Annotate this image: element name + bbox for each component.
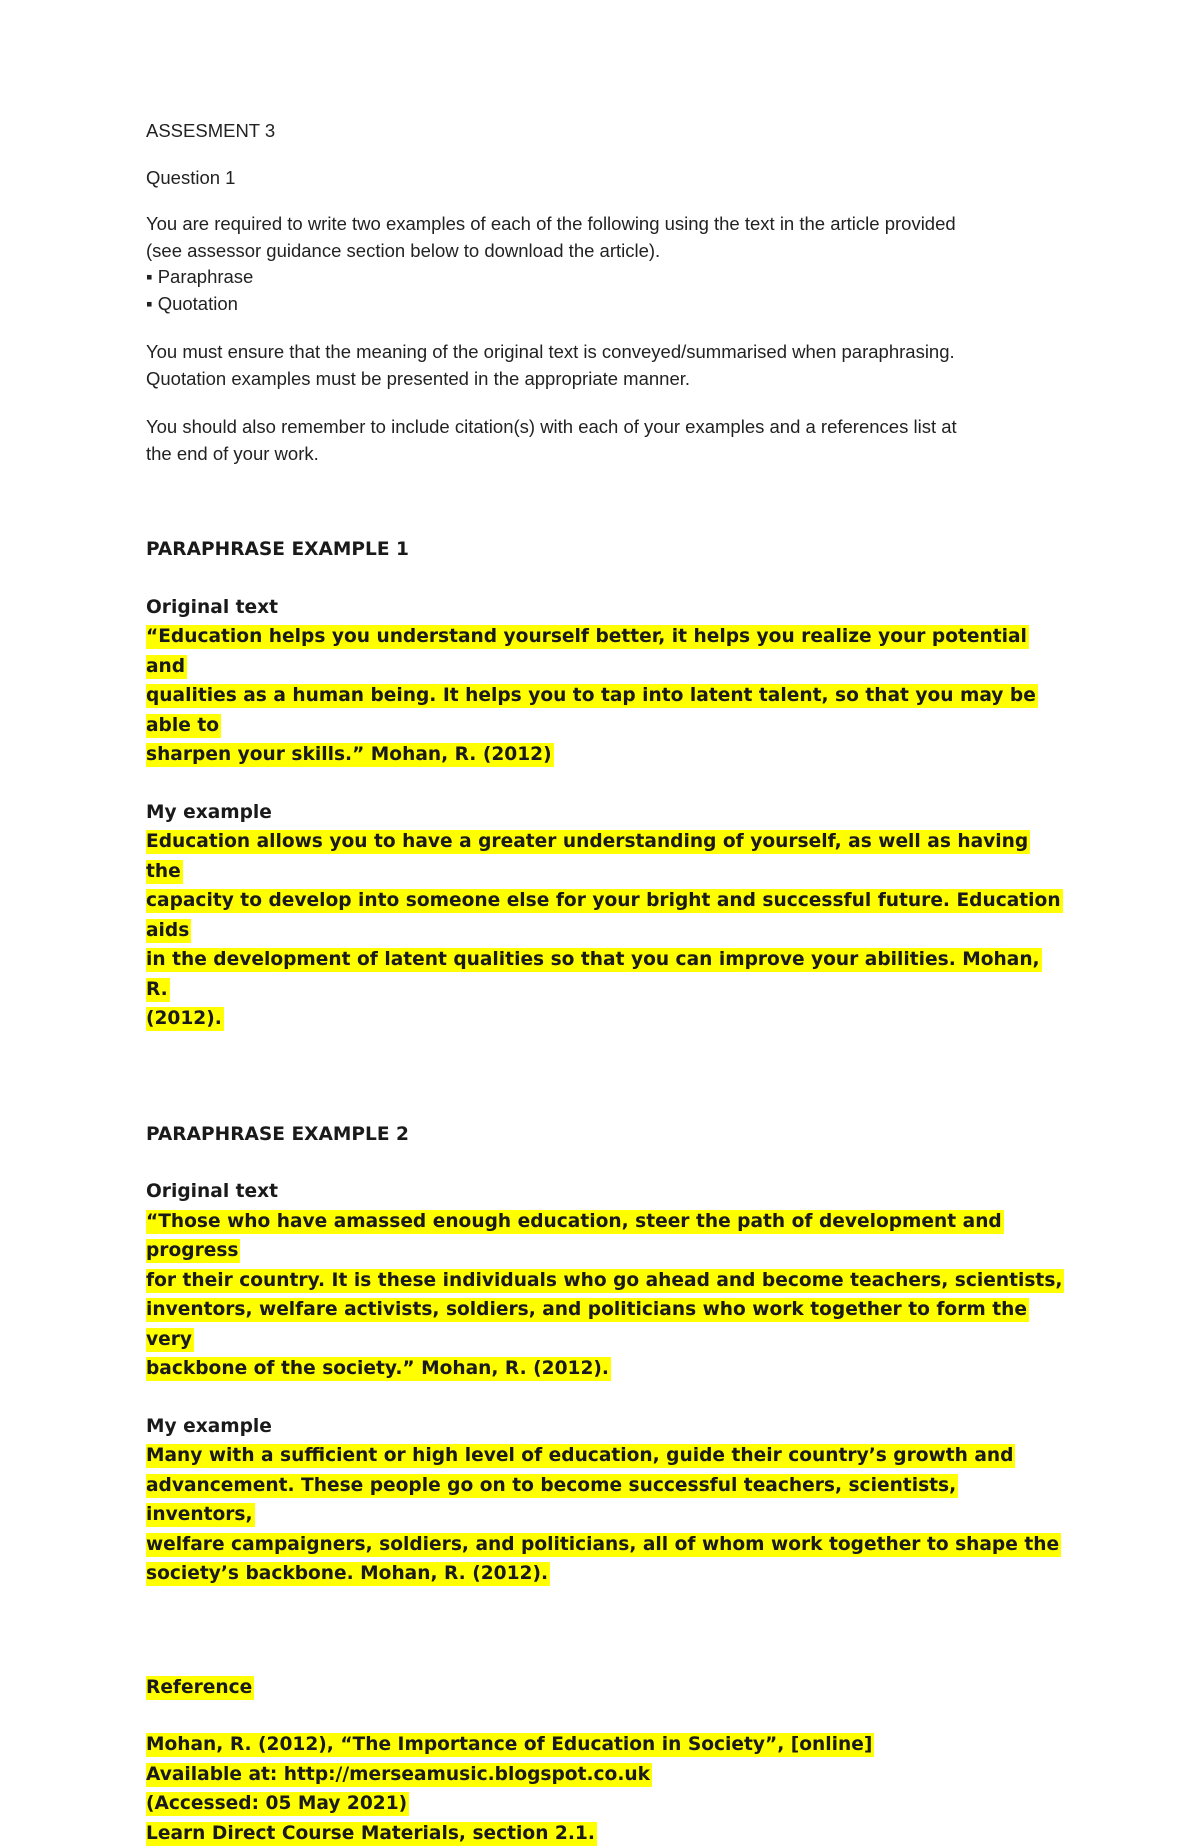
document-title: ASSESMENT 3	[146, 118, 1066, 145]
example-1-my-line: Education allows you to have a greater understanding of yourself, as well as having the	[146, 831, 1028, 882]
example-1-original-line: “Education helps you understand yourself better, it helps you realize your potential and	[146, 626, 1027, 677]
reference-line: (Accessed: 05 May 2021)	[146, 1793, 407, 1814]
question-label: Question 1	[146, 165, 1066, 192]
example-2-my-label: My example	[146, 1412, 1066, 1442]
example-2	[146, 1120, 1066, 1589]
reference-section	[146, 1673, 1066, 1848]
example-1-my-line: (2012).	[146, 1008, 222, 1029]
reference-line: Available at: http://merseamusic.blogspot.co.uk	[146, 1764, 650, 1785]
example-2-original-text	[146, 1207, 1066, 1384]
document-content	[146, 118, 1066, 1848]
example-1-original-label: Original text	[146, 593, 1066, 623]
example-2-my-line: society’s backbone. Mohan, R. (2012).	[146, 1563, 548, 1584]
reference-line: Learn Direct Course Materials, section 2.1.	[146, 1823, 595, 1844]
bullet-quotation: ▪ Quotation	[146, 291, 1066, 318]
reference-line: Mohan, R. (2012), “The Importance of Education in Society”, [online]	[146, 1734, 872, 1755]
example-2-my-line: welfare campaigners, soldiers, and politicians, all of whom work together to shape the	[146, 1534, 1059, 1555]
remember-line-1: You should also remember to include citation(s) with each of your examples and a references list at	[146, 414, 1066, 441]
example-1-original-text	[146, 622, 1066, 770]
example-2-my-line: advancement. These people go on to become successful teachers, scientists, inventors,	[146, 1475, 956, 1526]
example-1-my-line: capacity to develop into someone else for your bright and successful future. Education aids	[146, 890, 1061, 941]
intro-section	[146, 118, 1066, 467]
remember-line-2: the end of your work.	[146, 441, 1066, 468]
example-2-my-text	[146, 1441, 1066, 1589]
reference-entries	[146, 1730, 1066, 1848]
example-2-original-line: for their country. It is these individuals who go ahead and become teachers, scientists,	[146, 1270, 1062, 1291]
example-1	[146, 535, 1066, 1034]
bullet-paraphrase: ▪ Paraphrase	[146, 264, 1066, 291]
reference-heading-text: Reference	[146, 1676, 254, 1700]
example-1-my-line: in the development of latent qualities so that you can improve your abilities. Mohan, R.	[146, 949, 1040, 1000]
example-1-my-label: My example	[146, 798, 1066, 828]
example-1-original-line: sharpen your skills.” Mohan, R. (2012)	[146, 744, 552, 765]
example-2-original-line: backbone of the society.” Mohan, R. (2012).	[146, 1358, 609, 1379]
instructions-line-1: You are required to write two examples of each of the following using the text in the article provided	[146, 211, 1066, 238]
example-1-original-line: qualities as a human being. It helps you to tap into latent talent, so that you may be able to	[146, 685, 1036, 736]
example-1-my-text	[146, 827, 1066, 1034]
example-2-heading: PARAPHRASE EXAMPLE 2	[146, 1120, 1066, 1150]
example-2-original-label: Original text	[146, 1177, 1066, 1207]
example-2-original-line: “Those who have amassed enough education, steer the path of development and progress	[146, 1211, 1002, 1262]
example-2-original-line: inventors, welfare activists, soldiers, and politicians who work together to form the very	[146, 1299, 1027, 1350]
example-2-my-line: Many with a sufficient or high level of education, guide their country’s growth and	[146, 1445, 1013, 1466]
instructions-line-2: (see assessor guidance section below to download the article).	[146, 238, 1066, 265]
example-1-heading: PARAPHRASE EXAMPLE 1	[146, 535, 1066, 565]
ensure-line-1: You must ensure that the meaning of the original text is conveyed/summarised when paraphrasing.	[146, 339, 1066, 366]
ensure-line-2: Quotation examples must be presented in the appropriate manner.	[146, 366, 1066, 393]
